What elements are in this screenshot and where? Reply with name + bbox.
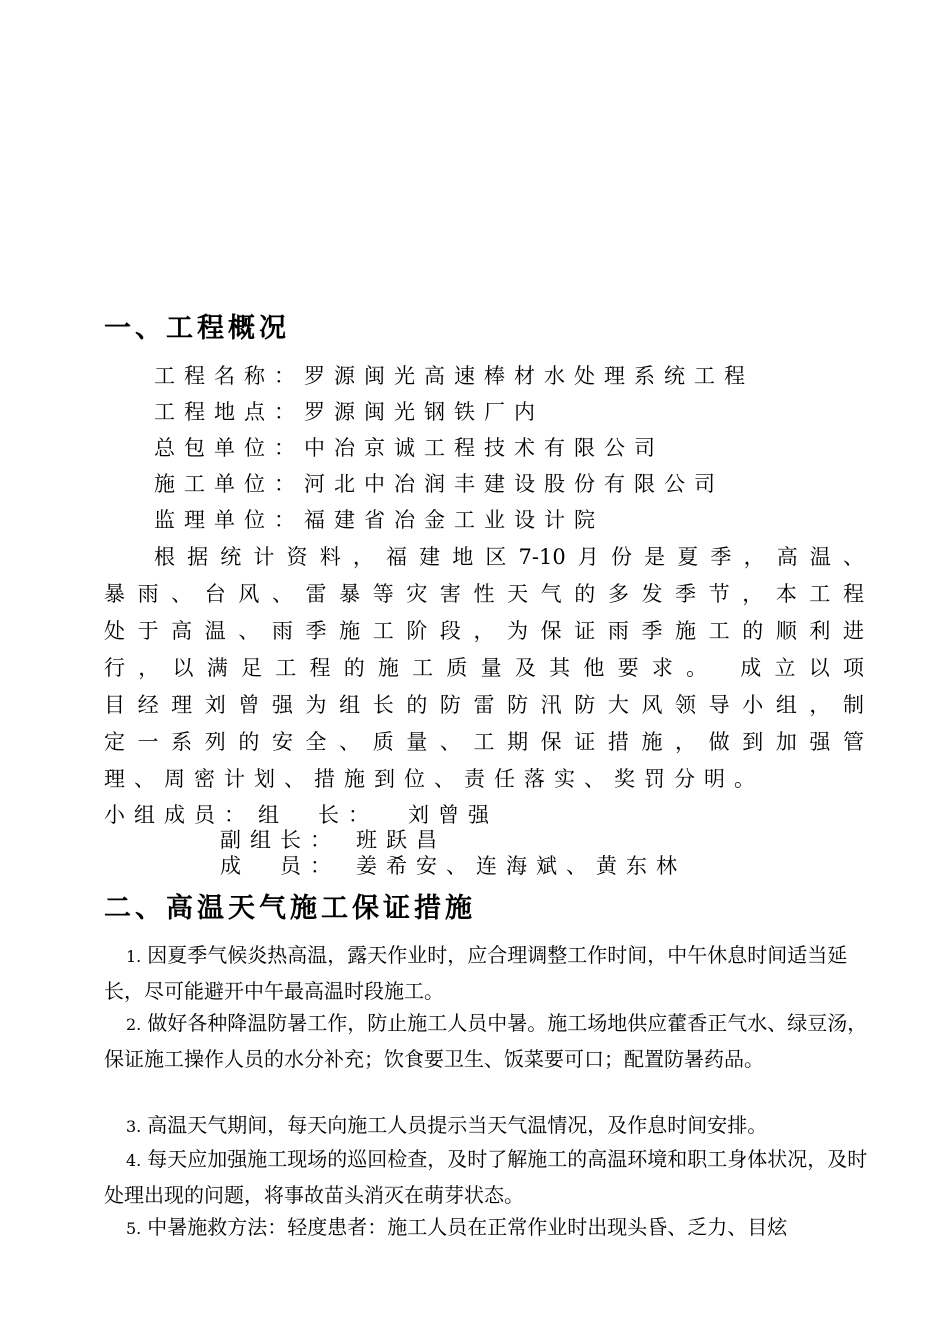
item-number: 5. (126, 1219, 142, 1238)
leader-role: 组 长： (258, 803, 378, 827)
item-number: 1. (126, 947, 142, 966)
measure-item-4 (104, 1142, 874, 1212)
info-label: 施工单位： (154, 472, 304, 496)
info-label: 监理单位： (154, 508, 304, 532)
section2-heading: 二、高温天气施工保证措施 (104, 893, 476, 924)
info-value: 中冶京诚工程技术有限公司 (304, 436, 664, 460)
info-value: 福建省冶金工业设计院 (304, 508, 604, 532)
item-text: 中暑施救方法：轻度患者：施工人员在正常作业时出现头昏、乏力、目炫 (147, 1215, 788, 1239)
section1-heading: 一、工程概况 (104, 313, 290, 344)
info-label: 工程地点： (154, 400, 304, 424)
info-row-construction-unit (154, 470, 724, 498)
item-text: 因夏季气候炎热高温，露天作业时，应合理调整工作时间，中午休息时间适当延长，尽可能避开中午最高温时段施工。 (104, 943, 848, 1003)
measure-item-5 (104, 1210, 874, 1246)
paragraph-line: 根据统计资料，福建地区7-10月份是夏季，高温、 (154, 545, 864, 569)
item-number: 4. (126, 1151, 142, 1170)
info-value: 罗源闽光高速棒材水处理系统工程 (304, 364, 754, 388)
info-row-project-name (154, 362, 754, 390)
item-number: 3. (126, 1117, 142, 1136)
deputy-role: 副组长： (220, 828, 340, 852)
measure-item-3 (104, 1108, 874, 1144)
info-row-project-location (154, 398, 544, 426)
deputy-name: 班跃昌 (356, 828, 446, 852)
paragraph-line: 行，以满足工程的施工质量及其他要求。 成立以项 (104, 656, 864, 680)
paragraph-line: 暴雨、台风、雷暴等灾害性天气的多发季节，本工程 (104, 582, 864, 606)
leader-name: 刘曾强 (408, 803, 498, 827)
info-label: 工程名称： (154, 364, 304, 388)
item-number: 2. (126, 1015, 142, 1034)
paragraph-line: 处于高温、雨季施工阶段，为保证雨季施工的顺利进 (104, 619, 864, 643)
members-label: 小组成员： (104, 803, 254, 827)
paragraph-line: 理、周密计划、措施到位、责任落实、奖罚分明。 (104, 767, 764, 791)
info-value: 河北中冶润丰建设股份有限公司 (304, 472, 724, 496)
measure-item-2 (104, 1006, 874, 1076)
info-value: 罗源闽光钢铁厂内 (304, 400, 544, 424)
measure-item-1 (104, 938, 874, 1008)
item-text: 高温天气期间，每天向施工人员提示当天气温情况，及作息时间安排。 (147, 1113, 768, 1137)
paragraph-line: 目经理刘曾强为组长的防雷防汛防大风领导小组，制 (104, 693, 864, 717)
paragraph-line: 定一系列的安全、质量、工期保证措施，做到加强管 (104, 730, 864, 754)
info-label: 总包单位： (154, 436, 304, 460)
member-role: 成 员： (220, 854, 340, 878)
info-row-supervision-unit (154, 506, 604, 534)
item-text: 每天应加强施工现场的巡回检查，及时了解施工的高温环境和职工身体状况，及时处理出现的问题，将事故苗头消灭在萌芽状态。 (104, 1147, 868, 1207)
info-row-general-contractor (154, 434, 664, 462)
member-list: 姜希安、连海斌、黄东林 (356, 854, 686, 878)
item-text: 做好各种降温防暑工作，防止施工人员中暑。施工场地供应藿香正气水、绿豆汤，保证施工操作人员的水分补充；饮食要卫生、饭菜要可口；配置防暑药品。 (104, 1011, 868, 1071)
